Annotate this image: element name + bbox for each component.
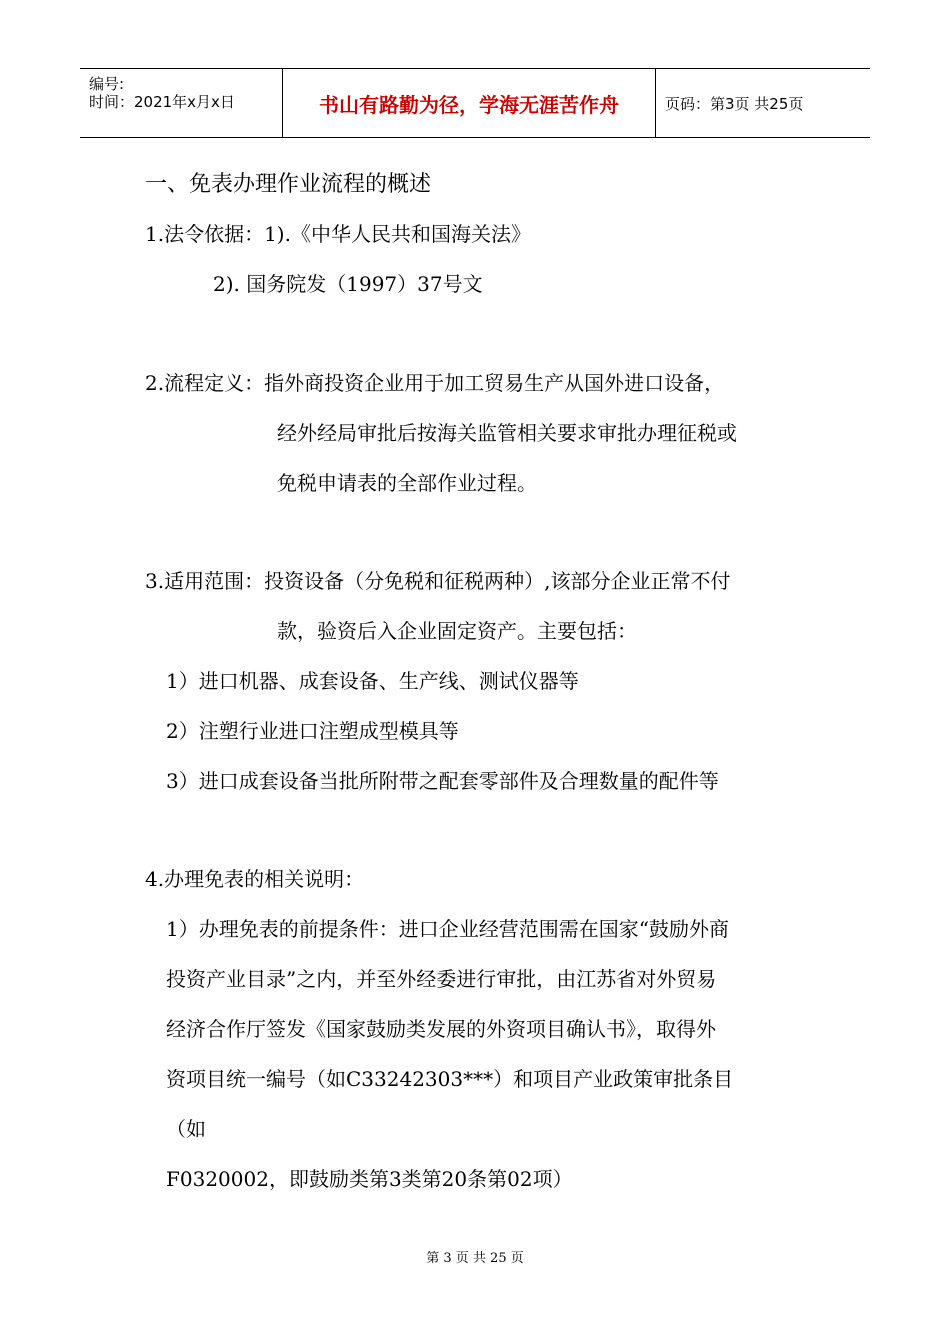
scope-line-2: 款，验资后入企业固定资产。主要包括： [277, 619, 637, 643]
section-title: 一、免表办理作业流程的概述 [145, 172, 432, 197]
notes-paragraph-line-2: 投资产业目录”之内，并至外经委进行审批，由江苏省对外贸易 [166, 967, 717, 991]
document-time-label: 时间：2021年x月x日 [89, 93, 235, 111]
process-definition-line-2: 经外经局审批后按海关监管相关要求审批办理征税或 [277, 421, 737, 445]
scope-item-1: 1）进口机器、成套设备、生产线、测试仪器等 [166, 669, 579, 693]
legal-basis-line-2: 2). 国务院发（1997）37号文 [213, 272, 483, 296]
scope-item-2: 2）注塑行业进口注塑成型模具等 [166, 719, 459, 743]
notes-paragraph-line-3: 经济合作厅签发《国家鼓励类发展的外资项目确认书》，取得外 [166, 1017, 716, 1041]
header-meta-cell [80, 69, 282, 137]
header-table [80, 68, 870, 138]
notes-paragraph-line-4: 资项目统一编号（如C33242303***）和项目产业政策审批条目 [166, 1067, 734, 1091]
scope-line-1: 3.适用范围：投资设备（分免税和征税两种）,该部分企业正常不付 [145, 569, 731, 593]
process-definition-line-3: 免税申请表的全部作业过程。 [277, 471, 537, 495]
notes-title: 4.办理免表的相关说明： [145, 867, 365, 891]
legal-basis-line-1: 1.法令依据：1).《中华人民共和国海关法》 [145, 222, 531, 246]
header-motto-cell [282, 69, 656, 137]
notes-paragraph-line-1: 1）办理免表的前提条件：进口企业经营范围需在国家“鼓励外商 [166, 917, 729, 941]
notes-paragraph-line-5: （如 [166, 1117, 206, 1141]
notes-paragraph-line-6: F0320002，即鼓励类第3类第20条第02项） [166, 1167, 573, 1191]
header-page-info: 页码：第3页 共25页 [665, 94, 804, 113]
document-number-label: 编号: [89, 75, 125, 93]
header-motto: 书山有路勤为径，学海无涯苦作舟 [319, 92, 619, 117]
page-footer: 第 3 页 共 25 页 [426, 1251, 524, 1266]
process-definition-line-1: 2.流程定义：指外商投资企业用于加工贸易生产从国外进口设备， [145, 371, 725, 395]
scope-item-3: 3）进口成套设备当批所附带之配套零部件及合理数量的配件等 [166, 769, 719, 793]
header-page-cell [655, 69, 870, 137]
